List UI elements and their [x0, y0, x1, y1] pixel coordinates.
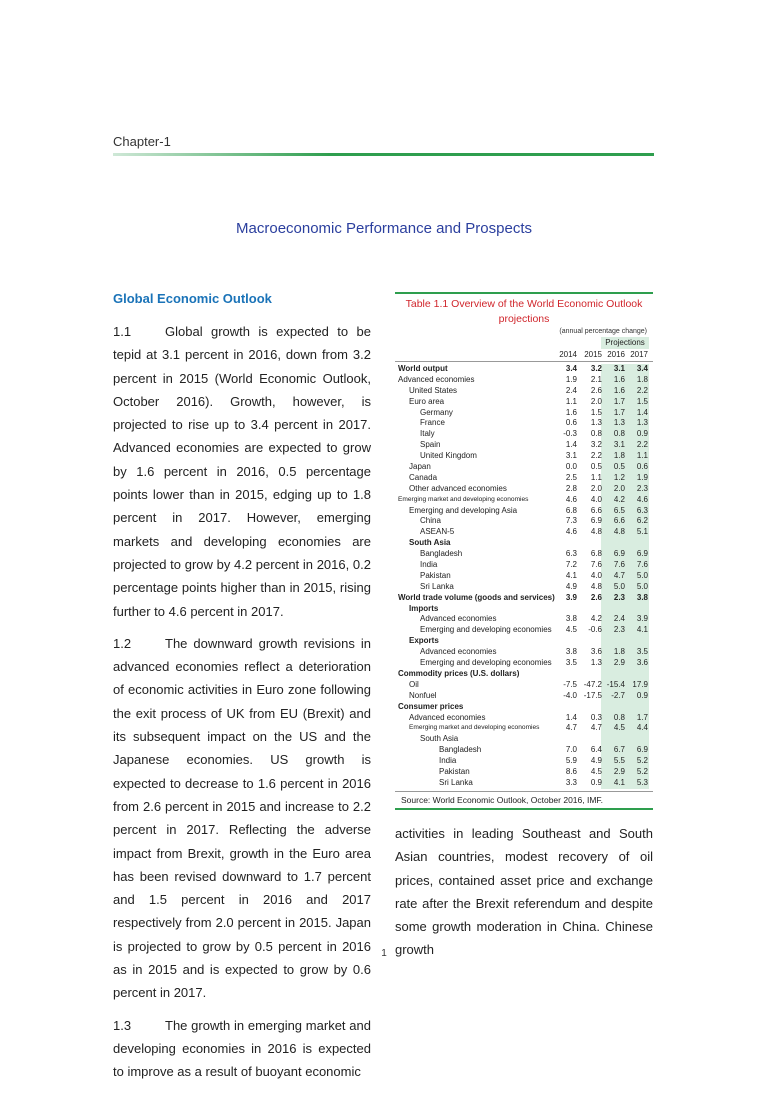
- row-label: ASEAN-5: [420, 527, 455, 537]
- cell-2015: 4.0: [590, 570, 602, 580]
- cell-2017: 0.9: [636, 429, 648, 439]
- paragraph-number: 1.3: [113, 1017, 132, 1033]
- table-unit: (annual percentage change): [559, 328, 647, 335]
- row-label: South Asia: [420, 734, 459, 744]
- cell-2015: 7.6: [590, 560, 602, 570]
- cell-2016: 1.6: [613, 385, 625, 395]
- wеo-table: [395, 292, 653, 810]
- cell-2016: 2.9: [613, 658, 625, 668]
- cell-2015: 6.9: [590, 516, 602, 526]
- cell-2014: 3.4: [565, 364, 577, 373]
- cell-2015: 4.2: [590, 614, 602, 624]
- row-label: Japan: [409, 462, 431, 472]
- row-label: Bangladesh: [439, 745, 482, 755]
- row-label: Consumer prices: [398, 701, 464, 711]
- paragraph-number: 1.2: [113, 635, 132, 651]
- row-label: United States: [409, 385, 458, 395]
- table-row: [395, 386, 653, 397]
- row-label: Emerging and developing Asia: [409, 505, 518, 515]
- cell-2016: 0.5: [613, 462, 625, 472]
- cell-2014: 4.6: [565, 494, 577, 504]
- row-label: Advanced economies: [409, 712, 486, 722]
- table-row: [395, 713, 653, 724]
- table-row: [395, 756, 653, 767]
- table-row: [395, 636, 653, 647]
- row-label: Emerging and developing economies: [420, 658, 552, 668]
- cell-2016: 1.6: [613, 374, 625, 384]
- paragraph-1-1: [113, 320, 371, 623]
- cell-2016: 2.9: [613, 766, 625, 776]
- cell-2017: 6.3: [636, 505, 648, 515]
- cell-2016: 1.8: [613, 647, 625, 657]
- cell-2016: 6.5: [613, 505, 625, 515]
- row-label: France: [420, 418, 445, 428]
- table-row: [395, 680, 653, 691]
- chapter-divider: [113, 153, 654, 156]
- section-heading: Global Economic Outlook: [113, 291, 272, 306]
- cell-2014: 2.5: [565, 472, 577, 482]
- table-row: [395, 625, 653, 636]
- cell-2017: 5.0: [636, 570, 648, 580]
- cell-2015: 3.2: [590, 440, 602, 450]
- cell-2017: 4.1: [636, 625, 648, 635]
- cell-2015: 2.6: [590, 385, 602, 395]
- cell-2015: 1.3: [590, 418, 602, 428]
- row-label: United Kingdom: [420, 451, 477, 461]
- cell-2014: -4.0: [563, 690, 577, 700]
- cell-2017: 3.4: [636, 364, 648, 373]
- table-row: [395, 778, 653, 789]
- row-label: Exports: [409, 636, 439, 646]
- cell-2015: 4.5: [590, 766, 602, 776]
- row-label: Imports: [409, 603, 439, 613]
- cell-2015: 0.3: [590, 712, 602, 722]
- cell-2014: 2.4: [565, 385, 577, 395]
- cell-2014: 3.1: [565, 451, 577, 461]
- table-body: [395, 364, 653, 789]
- cell-2016: 5.5: [613, 756, 625, 766]
- cell-2014: 4.5: [565, 625, 577, 635]
- cell-2014: 7.2: [565, 560, 577, 570]
- cell-2015: 1.1: [590, 472, 602, 482]
- cell-2016: 6.6: [613, 516, 625, 526]
- cell-2017: 6.9: [636, 549, 648, 559]
- cell-2015: 6.8: [590, 549, 602, 559]
- cell-2016: 2.0: [613, 483, 625, 493]
- row-label: Euro area: [409, 396, 445, 406]
- row-label: Germany: [420, 407, 453, 417]
- cell-2014: 3.5: [565, 658, 577, 668]
- table-row: [395, 702, 653, 713]
- cell-2016: 1.2: [613, 472, 625, 482]
- cell-2014: -7.5: [563, 679, 577, 689]
- header-rule: [395, 361, 653, 362]
- row-label: Oil: [409, 679, 419, 689]
- cell-2014: 1.1: [565, 396, 577, 406]
- cell-2017: 2.2: [636, 440, 648, 450]
- cell-2017: 1.5: [636, 396, 648, 406]
- cell-2015: 2.1: [590, 374, 602, 384]
- cell-2014: 0.6: [565, 418, 577, 428]
- table-row: [395, 516, 653, 527]
- row-label: South Asia: [409, 538, 451, 548]
- table-row: [395, 451, 653, 462]
- cell-2016: 3.1: [613, 364, 625, 373]
- table-row: [395, 593, 653, 604]
- chapter-label: Chapter-1: [113, 134, 171, 149]
- cell-2017: 6.9: [636, 745, 648, 755]
- table-row: [395, 767, 653, 778]
- cell-2016: 4.1: [613, 777, 625, 787]
- cell-2015: 1.5: [590, 407, 602, 417]
- cell-2015: 2.6: [590, 592, 602, 602]
- cell-2014: 3.8: [565, 647, 577, 657]
- table-row: [395, 549, 653, 560]
- table-top-rule: [395, 292, 653, 294]
- cell-2017: 1.7: [636, 712, 648, 722]
- row-label: India: [439, 756, 457, 766]
- page-title: Macroeconomic Performance and Prospects: [236, 220, 532, 237]
- table-row: [395, 723, 653, 734]
- cell-2015: 4.9: [590, 756, 602, 766]
- cell-2017: 3.8: [636, 592, 648, 602]
- table-row: [395, 506, 653, 517]
- cell-2016: 2.3: [613, 625, 625, 635]
- row-label: Pakistan: [420, 570, 451, 580]
- cell-2014: 1.9: [565, 374, 577, 384]
- cell-2015: 4.0: [590, 494, 602, 504]
- cell-2017: 1.9: [636, 472, 648, 482]
- cell-2014: 3.9: [565, 592, 577, 602]
- table-row: [395, 440, 653, 451]
- table-row: [395, 418, 653, 429]
- row-label: Nonfuel: [409, 690, 437, 700]
- cell-2015: 6.4: [590, 745, 602, 755]
- row-label: Other advanced economies: [409, 483, 507, 493]
- year-header-row: [395, 349, 653, 360]
- cell-2017: 5.0: [636, 581, 648, 591]
- cell-2014: 3.3: [565, 777, 577, 787]
- year-2016: 2016: [607, 350, 625, 359]
- cell-2014: 1.4: [565, 440, 577, 450]
- row-label: Sri Lanka: [420, 581, 454, 591]
- cell-2017: 4.4: [636, 723, 648, 733]
- cell-2017: 5.1: [636, 527, 648, 537]
- cell-2017: 5.3: [636, 777, 648, 787]
- row-label: Italy: [420, 429, 435, 439]
- cell-2015: 0.5: [590, 462, 602, 472]
- paragraph-1-3: [113, 1014, 371, 1084]
- cell-2016: 1.3: [613, 418, 625, 428]
- paragraph-number: 1.1: [113, 324, 132, 339]
- paragraph-text: Global growth is expected to be tepid at 3.1 percent in 2016, down from 3.2 percent in 2015 (World Economic Outlook, October 2016). Growth, however, is projected to rise up to 3.4 percent in 2017. Advanced economies are expected to grow by 1.6 percent in 2016, 0.5 percentage points lower than in 2015, edging up to 1.8 percent in 2017. However, emerging markets and developing economies are projected to grow by 4.2 percent in 2016, 0.2 percentage points higher than in 2015, rising further to 4.6 percent in 2017.: [113, 324, 371, 619]
- cell-2014: 1.6: [565, 407, 577, 417]
- cell-2016: 4.2: [613, 494, 625, 504]
- cell-2014: 0.0: [565, 462, 577, 472]
- table-row: [395, 582, 653, 593]
- cell-2017: 6.2: [636, 516, 648, 526]
- year-2015: 2015: [584, 350, 602, 359]
- table-row: [395, 560, 653, 571]
- cell-2016: 5.0: [613, 581, 625, 591]
- cell-2014: 4.9: [565, 581, 577, 591]
- cell-2017: 1.3: [636, 418, 648, 428]
- cell-2015: -47.2: [583, 679, 602, 689]
- cell-2015: 4.7: [590, 723, 602, 733]
- cell-2017: 2.2: [636, 385, 648, 395]
- cell-2017: 3.6: [636, 658, 648, 668]
- cell-2017: 3.9: [636, 614, 648, 624]
- row-label: China: [420, 516, 441, 526]
- table-row: [395, 375, 653, 386]
- table-row: [395, 734, 653, 745]
- cell-2015: 6.6: [590, 505, 602, 515]
- table-source: Source: World Economic Outlook, October 2016, IMF.: [395, 791, 653, 810]
- row-label: Emerging market and developing economies: [398, 495, 529, 503]
- table-row: [395, 397, 653, 408]
- cell-2014: 4.7: [565, 723, 577, 733]
- table-row: [395, 604, 653, 615]
- row-label: Sri Lanka: [439, 777, 473, 787]
- table-row: [395, 364, 653, 375]
- paragraph-text: The growth in emerging market and developing economies in 2016 is expected to improve as a result of buoyant economic: [113, 1017, 371, 1080]
- cell-2017: 0.9: [636, 690, 648, 700]
- cell-2014: 4.6: [565, 527, 577, 537]
- cell-2016: 2.3: [613, 592, 625, 602]
- cell-2017: 7.6: [636, 560, 648, 570]
- cell-2016: 1.7: [613, 396, 625, 406]
- row-label: Bangladesh: [420, 549, 463, 559]
- cell-2015: 0.9: [590, 777, 602, 787]
- projections-label: Projections: [601, 337, 649, 349]
- table-row: [395, 571, 653, 582]
- cell-2016: -15.4: [606, 679, 625, 689]
- cell-2017: 1.4: [636, 407, 648, 417]
- cell-2015: 3.6: [590, 647, 602, 657]
- cell-2014: 6.8: [565, 505, 577, 515]
- cell-2016: 2.4: [613, 614, 625, 624]
- table-title: Table 1.1 Overview of the World Economic Outlook projections: [405, 298, 643, 325]
- cell-2016: 4.5: [613, 723, 625, 733]
- cell-2016: 6.7: [613, 745, 625, 755]
- year-2017: 2017: [630, 350, 648, 359]
- table-row: [395, 495, 653, 506]
- table-row: [395, 647, 653, 658]
- row-label: India: [420, 560, 438, 570]
- row-label: Advanced economies: [398, 374, 475, 384]
- cell-2017: 1.1: [636, 451, 648, 461]
- cell-2014: 5.9: [565, 756, 577, 766]
- cell-2017: 0.6: [636, 462, 648, 472]
- cell-2017: 17.9: [632, 679, 648, 689]
- table-row: [395, 745, 653, 756]
- table-row: [395, 669, 653, 680]
- cell-2017: 2.3: [636, 483, 648, 493]
- cell-2017: 4.6: [636, 494, 648, 504]
- cell-2017: 5.2: [636, 756, 648, 766]
- cell-2015: 4.8: [590, 527, 602, 537]
- cell-2016: 4.8: [613, 527, 625, 537]
- cell-2014: 7.0: [565, 745, 577, 755]
- row-label: Advanced economies: [420, 647, 497, 657]
- table-row: [395, 538, 653, 549]
- cell-2014: 1.4: [565, 712, 577, 722]
- cell-2014: 4.1: [565, 570, 577, 580]
- table-row: [395, 462, 653, 473]
- cell-2016: 3.1: [613, 440, 625, 450]
- row-label: Commodity prices (U.S. dollars): [398, 668, 520, 678]
- row-label: Canada: [409, 472, 438, 482]
- row-label: Emerging market and developing economies: [409, 724, 540, 732]
- cell-2015: 3.2: [590, 364, 602, 373]
- left-column: [113, 320, 371, 1093]
- cell-2015: 2.2: [590, 451, 602, 461]
- cell-2014: 6.3: [565, 549, 577, 559]
- cell-2017: 5.2: [636, 766, 648, 776]
- paragraph-text: The downward growth revisions in advanced economies reflect a deterioration of economic activities in Euro zone following the exit process of UK from EU (Brexit) and its subsequent impact on the US and the Japanese economies. US growth is expected to decrease to 1.6 percent in 2016 from 2.6 percent in 2015 and increase to 2.2 percent in 2017. Reflecting the adverse impact from Brexit, growth in the Euro area has been revised downward to 1.7 percent and 1.5 percent in 2016 and 2017 respectively from 2.0 percent in 2015. Japan is projected to grow by 0.5 percent in 2016 as in 2015 and is expected to grow by 0.6 percent in 2017.: [113, 635, 371, 1001]
- table-row: [395, 614, 653, 625]
- cell-2017: 1.8: [636, 374, 648, 384]
- page-number: 1: [381, 948, 387, 959]
- cell-2015: -17.5: [583, 690, 602, 700]
- cell-2016: 0.8: [613, 429, 625, 439]
- table-row: [395, 408, 653, 419]
- cell-2016: 0.8: [613, 712, 625, 722]
- cell-2014: 2.8: [565, 483, 577, 493]
- row-label: Advanced economies: [420, 614, 497, 624]
- projections-header: [395, 337, 653, 349]
- cell-2014: -0.3: [563, 429, 577, 439]
- cell-2015: 2.0: [590, 483, 602, 493]
- cell-2016: 1.8: [613, 451, 625, 461]
- cell-2015: 2.0: [590, 396, 602, 406]
- table-row: [395, 658, 653, 669]
- table-row: [395, 527, 653, 538]
- cell-2014: 8.6: [565, 766, 577, 776]
- row-label: World output: [398, 364, 448, 373]
- table-row: [395, 691, 653, 702]
- cell-2015: 0.8: [590, 429, 602, 439]
- row-label: World trade volume (goods and services): [398, 592, 555, 602]
- row-label: Spain: [420, 440, 441, 450]
- cell-2015: 1.3: [590, 658, 602, 668]
- row-label: Pakistan: [439, 766, 470, 776]
- cell-2016: -2.7: [611, 690, 625, 700]
- cell-2016: 6.9: [613, 549, 625, 559]
- cell-2016: 4.7: [613, 570, 625, 580]
- year-2014: 2014: [559, 350, 577, 359]
- cell-2015: -0.6: [588, 625, 602, 635]
- cell-2015: 4.8: [590, 581, 602, 591]
- cell-2016: 7.6: [613, 560, 625, 570]
- paragraph-continuation: activities in leading Southeast and South Asian countries, modest recovery of oil prices, contained asset price and exchange rate after the Brexit referendum and despite some growth moderation in China. Chinese growth: [395, 826, 653, 958]
- row-label: Emerging and developing economies: [420, 625, 552, 635]
- table-row: [395, 429, 653, 440]
- cell-2014: 7.3: [565, 516, 577, 526]
- cell-2017: 3.5: [636, 647, 648, 657]
- table-row: [395, 473, 653, 484]
- cell-2016: 1.7: [613, 407, 625, 417]
- cell-2014: 3.8: [565, 614, 577, 624]
- table-row: [395, 484, 653, 495]
